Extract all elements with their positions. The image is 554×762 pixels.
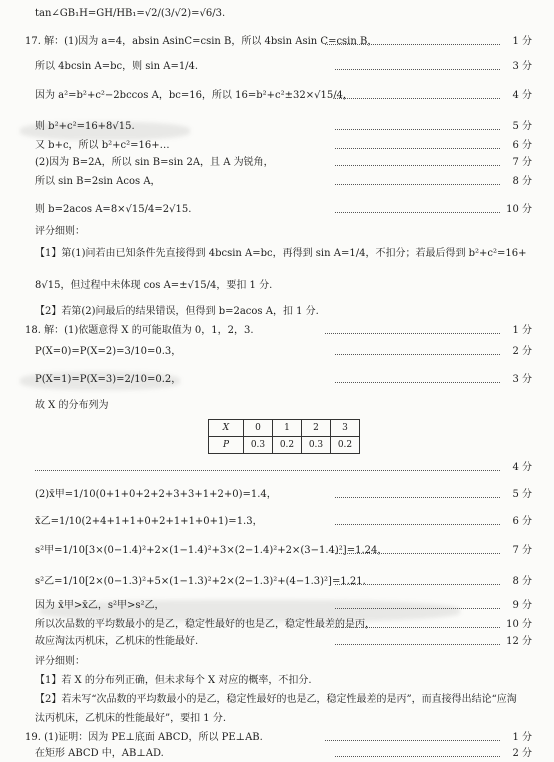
solution-line [0, 138, 554, 154]
leader-dots [335, 627, 500, 628]
solution-line [0, 224, 554, 240]
line-text: x̄乙=1/10(2+4+1+1+0+2+1+1+0+1)=1.3， [35, 516, 263, 527]
solution-line [0, 398, 554, 414]
solution-line [0, 155, 554, 171]
table-cell: 3 [331, 420, 360, 437]
leader-dots [325, 333, 500, 334]
solution-line [0, 673, 554, 689]
score-label: 7 分 [512, 545, 532, 556]
leader-dots [335, 382, 500, 383]
line-text: (2)因为 B=2A，所以 sin B=sin 2A，且 A 为锐角， [35, 157, 274, 168]
solution-line [0, 460, 554, 476]
leader-dots [325, 740, 500, 741]
line-text: 【1】若 X 的分布列正确，但未求每个 X 对应的概率，不扣分. [35, 675, 312, 686]
line-text: 【2】若未写“次品数的平均数最小的是乙，稳定性最好的也是乙，稳定性最差的是丙”，而直接得出结论“应淘 [35, 694, 517, 705]
line-text: 故应淘汰丙机床，乙机床的性能最好. [35, 636, 199, 647]
solution-line [0, 692, 554, 708]
solution-line [0, 323, 554, 339]
score-label: 4 分 [512, 462, 532, 473]
solution-line [0, 514, 554, 530]
scan-smudge [40, 600, 460, 622]
solution-line [0, 278, 554, 294]
solution-line [0, 746, 554, 762]
line-text: 17. 解：(1)因为 a=4，absin AsinC=csin B，所以 4bsin Asin C=csin B， [25, 36, 378, 47]
table-row-x [209, 420, 360, 437]
line-text: 所以次品数的平均数最小的是乙，稳定性最好的也是乙，稳定性最差的是丙， [35, 619, 375, 630]
leader-dots [335, 165, 500, 166]
line-text: 评分细则： [35, 656, 85, 667]
line-text: 18. 解：(1)依题意得 X 的可能取值为 0，1，2，3. [25, 325, 254, 336]
solution-line [0, 6, 554, 22]
table-cell: 0.3 [244, 437, 273, 454]
solution-line [0, 543, 554, 559]
solution-line [0, 304, 554, 320]
leader-dots [335, 756, 500, 757]
score-label: 6 分 [512, 516, 532, 527]
score-label: 6 分 [512, 140, 532, 151]
line-text: P(X=0)=P(X=2)=3/10=0.3， [35, 346, 182, 357]
line-text: 所以 4bcsin A=bc，则 sin A=1/4. [35, 61, 199, 72]
leader-dots [335, 184, 500, 185]
score-label: 2 分 [512, 346, 532, 357]
line-text: (2)x̄甲=1/10(0+1+0+2+2+3+3+1+2+0)=1.4， [35, 489, 277, 500]
line-text: 汰丙机床，乙机床的性能最好”，要扣 1 分. [35, 713, 227, 724]
line-text: tan∠GB₁H=GH/HB₁=√2/(3/√2)=√6/3. [35, 8, 226, 19]
solution-line [0, 711, 554, 727]
line-text: 【1】第(1)问若由已知条件先直接得到 4bcsin A=bc，再得到 sin A=1/4，不扣分；若最后得到 b²+c²=16+ [35, 248, 527, 259]
score-label: 7 分 [512, 157, 532, 168]
line-text: s²甲=1/10[3×(0−1.4)²+2×(1−1.4)²+3×(2−1.4)²+2×(3−1.4)²]=1.24， [35, 545, 388, 556]
line-text: 又 b+c，所以 b²+c²=16+… [35, 140, 170, 151]
table-head-x: X [209, 420, 244, 437]
leader-dots [335, 354, 500, 355]
leader-dots [335, 129, 500, 130]
table-row-p [209, 437, 360, 454]
solution-line [0, 246, 554, 262]
table-cell: 1 [273, 420, 302, 437]
line-text: 所以 sin B=2sin Acos A， [35, 176, 161, 187]
score-label: 10 分 [506, 204, 532, 215]
table-cell: 0 [244, 420, 273, 437]
table-cell: 0.3 [302, 437, 331, 454]
solution-line [0, 202, 554, 218]
table-cell: 0.2 [331, 437, 360, 454]
solution-line [0, 487, 554, 503]
score-label: 5 分 [512, 121, 532, 132]
line-text: 8√15，但过程中未体现 cos A=±√15/4，要扣 1 分. [35, 280, 273, 291]
solution-line [0, 634, 554, 650]
table-cell: 0.2 [273, 437, 302, 454]
solution-line [0, 574, 554, 590]
line-text: 因为 x̄甲>x̄乙，s²甲>s²乙， [35, 600, 165, 611]
solution-line [0, 59, 554, 75]
score-label: 3 分 [512, 61, 532, 72]
score-label: 8 分 [512, 576, 532, 587]
score-label: 2 分 [512, 748, 532, 759]
score-label: 4 分 [512, 90, 532, 101]
scan-smudge [20, 122, 190, 140]
leader-dots [335, 212, 500, 213]
line-text: 则 b²+c²=16+8√15. [35, 121, 135, 132]
solution-line [0, 730, 554, 746]
leader-dots [335, 148, 500, 149]
leader-dots [325, 44, 500, 45]
score-label: 10 分 [506, 619, 532, 630]
solution-line [0, 88, 554, 104]
score-label: 1 分 [512, 732, 532, 743]
leader-dots [335, 524, 500, 525]
leader-dots [335, 497, 500, 498]
score-label: 3 分 [512, 374, 532, 385]
score-label: 5 分 [512, 489, 532, 500]
score-label: 8 分 [512, 176, 532, 187]
leader-dots [35, 470, 500, 471]
line-text: 【2】若第(2)问最后的结果错误，但得到 b=2acos A，扣 1 分. [35, 306, 319, 317]
distribution-table [208, 419, 360, 454]
solution-line [0, 344, 554, 360]
scan-smudge [20, 372, 180, 390]
leader-dots [335, 69, 500, 70]
solution-line [0, 174, 554, 190]
leader-dots [335, 644, 500, 645]
line-text: P(X=1)=P(X=3)=2/10=0.2， [35, 374, 182, 385]
leader-dots [335, 98, 500, 99]
line-text: 故 X 的分布列为 [35, 400, 109, 411]
score-label: 1 分 [512, 36, 532, 47]
score-label: 1 分 [512, 325, 532, 336]
table-cell: 2 [302, 420, 331, 437]
score-label: 12 分 [506, 636, 532, 647]
table-head-p: P [209, 437, 244, 454]
line-text: 因为 a²=b²+c²−2bccos A，bc=16，所以 16=b²+c²±32×√15/4， [35, 90, 353, 101]
line-text: 19. (1)证明：因为 PE⊥底面 ABCD，所以 PE⊥AB. [25, 732, 263, 743]
line-text: 评分细则： [35, 226, 85, 237]
line-text: 在矩形 ABCD 中，AB⊥AD. [35, 748, 164, 759]
solution-line [0, 34, 554, 50]
solution-line [0, 654, 554, 670]
score-label: 9 分 [512, 600, 532, 611]
leader-dots [335, 553, 500, 554]
leader-dots [335, 584, 500, 585]
line-text: s²乙=1/10[2×(0−1.3)²+5×(1−1.3)²+2×(2−1.3)²+(4−1.3)²]=1.21. [35, 576, 366, 587]
line-text: 则 b=2acos A=8×√15/4=2√15. [35, 204, 192, 215]
